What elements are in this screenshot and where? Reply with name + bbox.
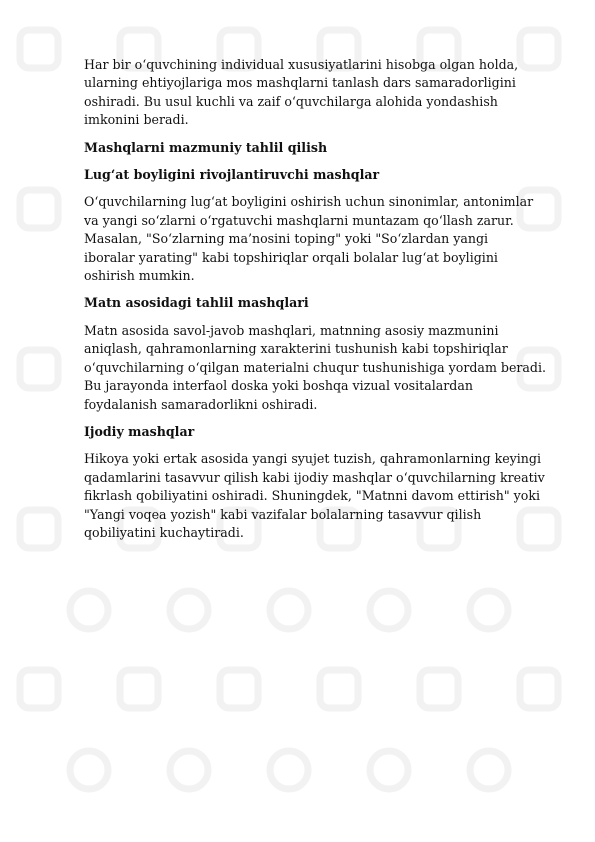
watermark-shape	[70, 591, 108, 629]
watermark-shape	[220, 670, 258, 708]
subsection-heading-vocabulary: Lug‘at boyligini rivojlantiruvchi mashqlar	[84, 167, 380, 183]
watermark-shape	[320, 670, 358, 708]
text-analysis-paragraph: Matn asosida savol-javob mashqlari, matnning asosiy mazmunini aniqlash, qahramonlarning xarakterini tushunish kabi topshiriqlar o‘quvchilarning o‘qilgan materialni chuqur tushunishiga yordam beradi. Bu jarayonda interfaol doska yoki boshqa vizual vositalardan foydalanish samaradorlikni oshiradi.	[84, 322, 547, 412]
intro-paragraph: Har bir o‘quvchining individual xususiyatlarini hisobga olgan holda, ularning ehtiyojlariga mos mashqlarni tanlash dars samaradorligini oshiradi. Bu usul kuchli va zaif o‘quvchilarga alohida yondashish imkonini beradi.	[84, 57, 519, 128]
section-heading-content-analysis: Mashqlarni mazmuniy tahlil qilish	[84, 139, 328, 155]
watermark-shape	[170, 751, 208, 789]
watermark-shape	[20, 350, 58, 388]
watermark-shape	[370, 591, 408, 629]
watermark-shape	[120, 670, 158, 708]
watermark-shape	[20, 670, 58, 708]
watermark-shape	[470, 591, 508, 629]
watermark-shape	[370, 751, 408, 789]
watermark-shape	[270, 591, 308, 629]
watermark-shape	[470, 751, 508, 789]
watermark-shape	[70, 751, 108, 789]
subsection-heading-text-analysis: Matn asosidagi tahlil mashqlari	[84, 295, 309, 311]
watermark-shape	[20, 30, 58, 68]
subsection-heading-creative: Ijodiy mashqlar	[84, 423, 195, 439]
watermark-shape	[20, 510, 58, 548]
watermark-shape	[270, 751, 308, 789]
watermark-shape	[170, 591, 208, 629]
watermark-shape	[420, 670, 458, 708]
vocabulary-paragraph: O‘quvchilarning lug‘at boyligini oshirish uchun sinonimlar, antonimlar va yangi so‘zlarni o‘rgatuvchi mashqlarni muntazam qo‘llash zarur. Masalan, "So‘zlarning ma’nosini toping" yoki "So‘zlardan yangi iboralar yarating" kabi topshiriqlar orqali bolalar lug‘at boyligini oshirish mumkin.	[84, 194, 534, 284]
document-body	[84, 56, 554, 551]
creative-paragraph: Hikoya yoki ertak asosida yangi syujet tuzish, qahramonlarning keyingi qadamlarini tasavvur qilish kabi ijodiy mashqlar o‘quvchilarning kreativ fikrlash qobiliyatini oshiradi. Shuningdek, "Matnni davom ettirish" yoki "Yangi voqea yozish" kabi vazifalar bolalarning tasavvur qilish qobiliyatini kuchaytiradi.	[84, 451, 545, 540]
watermark-shape	[20, 190, 58, 228]
watermark-shape	[520, 670, 558, 708]
